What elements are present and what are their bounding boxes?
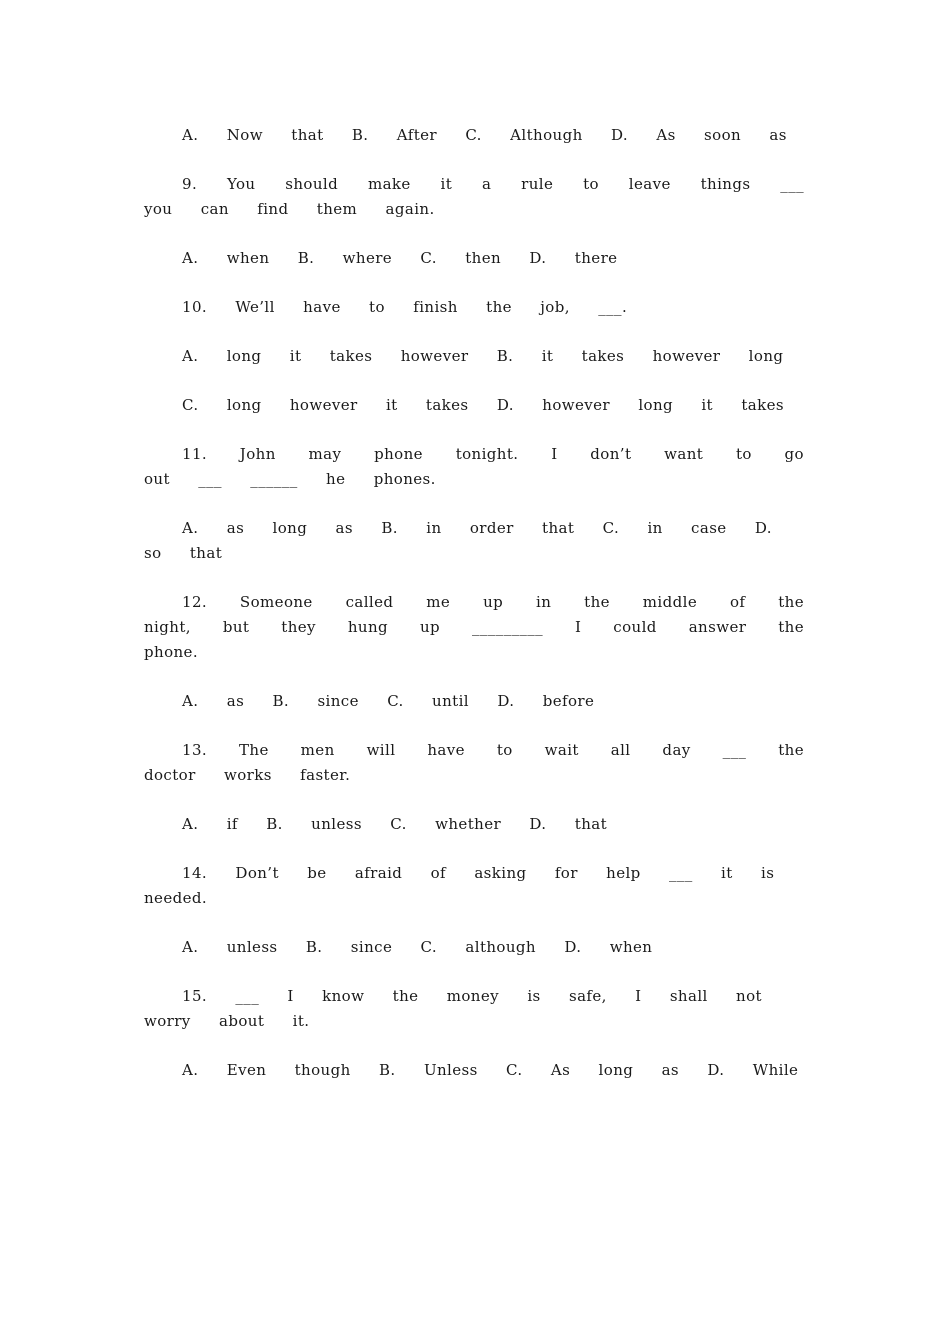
question-8-options: A. Now that B. After C. Although D. As soon as (182, 126, 787, 144)
question-15-options: A. Even though B. Unless C. As long as D. While (182, 1061, 799, 1079)
question-11: 11. John may phone tonight. I don’t want to go out ___ ______ he phones. (144, 445, 833, 488)
question-12: 12. Someone called me up in the middle of the night, but they hung up _________ I could answer the phone. (144, 593, 833, 661)
question-14: 14. Don’t be afraid of asking for help ___ it is needed. (144, 864, 803, 907)
question-13-options: A. if B. unless C. whether D. that (182, 815, 608, 833)
question-15: 15. ___ I know the money is safe, I shall not worry about it. (144, 987, 791, 1030)
question-14-options: A. unless B. since C. although D. when (182, 938, 653, 956)
question-9: 9. You should make it a rule to leave things ___ you can find them again. (144, 175, 833, 218)
question-list (144, 123, 833, 1107)
question-12-options: A. as B. since C. until D. before (182, 692, 595, 710)
question-13: 13. The men will have to wait all day ___ the doctor works faster. (144, 741, 833, 784)
question-9-options: A. when B. where C. then D. there (182, 249, 618, 267)
question-10-options-ab: A. long it takes however B. it takes however long (182, 347, 784, 365)
question-10: 10. We’ll have to finish the job, ___. (182, 298, 628, 316)
question-11-options: A. as long as B. in order that C. in case D. so that (144, 519, 801, 562)
question-10-options-cd: C. long however it takes D. however long it takes (182, 396, 784, 414)
